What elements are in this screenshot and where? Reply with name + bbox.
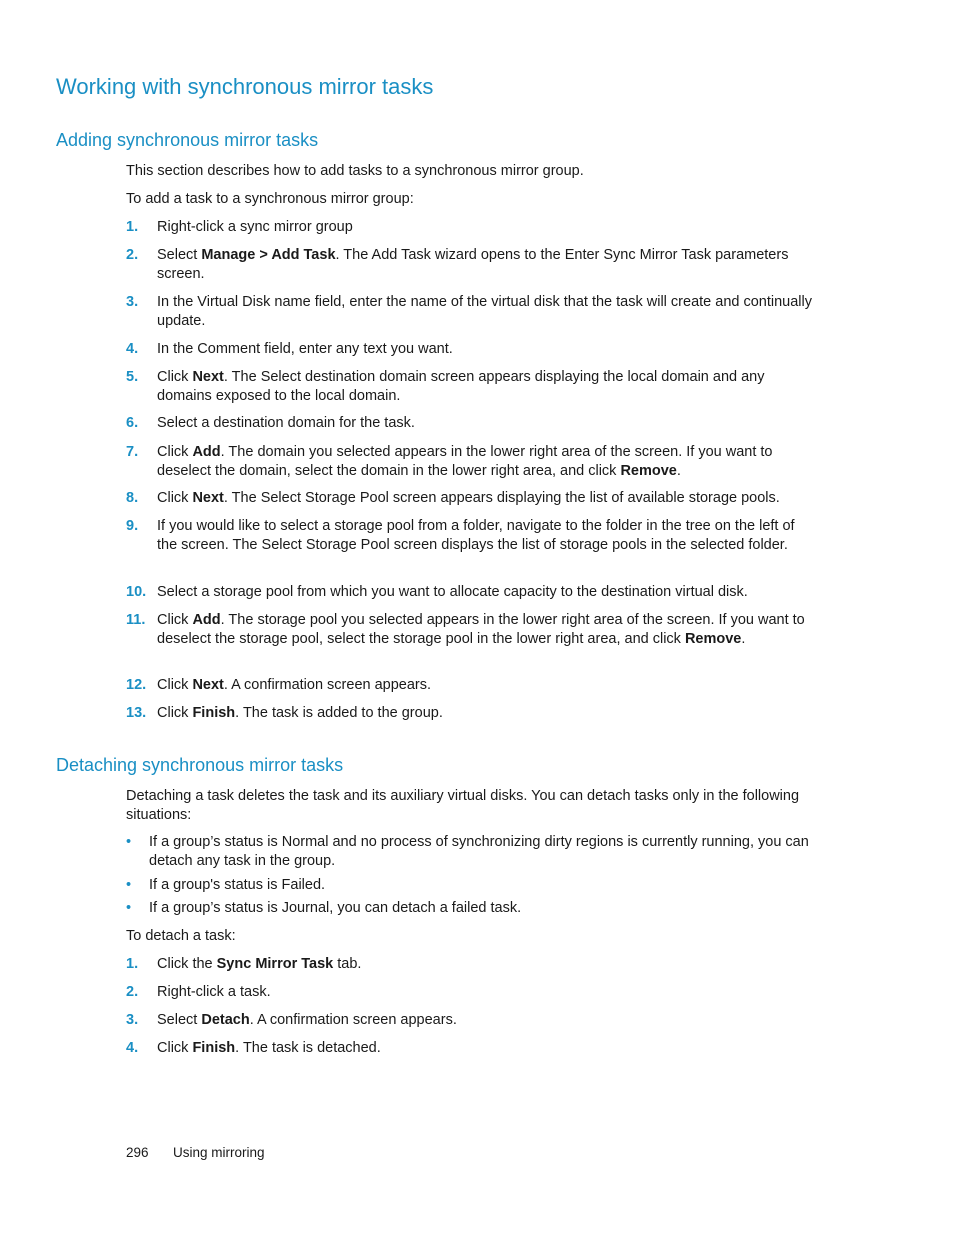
step-number: 6. bbox=[126, 415, 139, 431]
list-item bbox=[126, 246, 816, 283]
ui-term: Sync Mirror Task bbox=[216, 956, 334, 972]
step-number: 5. bbox=[126, 369, 139, 385]
ui-term: Finish bbox=[192, 705, 236, 721]
step-text bbox=[157, 368, 817, 405]
step-text bbox=[157, 1011, 817, 1030]
bullet-text: If a group’s status is Normal and no process of synchronizing dirty regions is currently running, you can detach any task in the group. bbox=[149, 834, 809, 869]
intro-paragraph: This section describes how to add tasks to a synchronous mirror group. bbox=[126, 163, 584, 179]
intro-paragraph: To detach a task: bbox=[126, 928, 236, 944]
step-text-run: tab. bbox=[333, 956, 362, 972]
step-text-run: In the Comment field, enter any text you want. bbox=[157, 341, 453, 357]
step-text-run: Right-click a sync mirror group bbox=[157, 219, 353, 235]
step-text-run: Click bbox=[157, 490, 193, 506]
step-text bbox=[157, 443, 817, 480]
list-item bbox=[126, 676, 816, 695]
list-item bbox=[126, 899, 816, 918]
step-text-run: Click bbox=[157, 677, 193, 693]
step-number: 1. bbox=[126, 219, 139, 235]
step-text-run: . The Add Task wizard opens to the Enter Sync Mirror Task parameters screen. bbox=[157, 247, 789, 282]
step-text bbox=[157, 293, 817, 330]
step-number: 10. bbox=[126, 584, 147, 600]
ui-term: Finish bbox=[192, 1040, 236, 1056]
step-text-run: . The task is added to the group. bbox=[235, 705, 443, 721]
step-text-run: . A confirmation screen appears. bbox=[249, 1012, 457, 1028]
step-text bbox=[157, 611, 817, 648]
step-number: 4. bbox=[126, 1040, 139, 1056]
step-text bbox=[157, 517, 817, 554]
step-text-run: . bbox=[741, 630, 746, 647]
step-text bbox=[157, 704, 817, 723]
step-text-run: . A confirmation screen appears. bbox=[223, 677, 432, 693]
bullet-icon: • bbox=[126, 877, 132, 893]
ui-term: Next bbox=[192, 677, 224, 693]
intro-paragraph: Detaching a task deletes the task and its auxiliary virtual disks. You can detach tasks only in the following situations: bbox=[126, 788, 800, 823]
step-text-run: . The task is detached. bbox=[235, 1040, 381, 1056]
step-text bbox=[157, 583, 817, 602]
list-item bbox=[126, 583, 816, 602]
list-item bbox=[126, 983, 816, 1002]
step-number: 1. bbox=[126, 956, 139, 972]
step-text-run: Select a destination domain for the task. bbox=[157, 415, 415, 431]
step-number: 7. bbox=[126, 444, 139, 460]
step-text-run: Click the bbox=[157, 956, 217, 972]
list-item bbox=[126, 218, 816, 237]
list-item bbox=[126, 293, 816, 330]
step-text-run: Select bbox=[157, 247, 202, 263]
step-number: 2. bbox=[126, 984, 139, 1000]
ui-term: Remove bbox=[620, 462, 677, 479]
ui-term: Manage > Add Task bbox=[201, 247, 336, 263]
list-item bbox=[126, 955, 816, 974]
step-number: 4. bbox=[126, 341, 139, 357]
step-text bbox=[157, 218, 817, 237]
step-text bbox=[157, 955, 817, 974]
step-number: 8. bbox=[126, 490, 139, 506]
ui-term: Detach bbox=[201, 1012, 250, 1028]
section-heading-adding: Adding synchronous mirror tasks bbox=[56, 130, 319, 150]
list-item bbox=[126, 414, 816, 433]
step-number: 12. bbox=[126, 677, 147, 693]
step-text-run: Select bbox=[157, 1012, 202, 1028]
list-item bbox=[126, 1011, 816, 1030]
page-title: Working with synchronous mirror tasks bbox=[56, 74, 434, 99]
step-text-run: Click bbox=[157, 612, 193, 628]
step-text-run: Right-click a task. bbox=[157, 984, 271, 1000]
step-number: 3. bbox=[126, 1012, 139, 1028]
step-text-run: If you would like to select a storage pool from a folder, navigate to the folder in the tree on the left of the screen. The Select Storage Pool screen displays the list of storage pools in the selected folder. bbox=[157, 518, 795, 553]
step-text-run: Click bbox=[157, 444, 193, 460]
step-text-run: Select a storage pool from which you want to allocate capacity to the destination virtual disk. bbox=[157, 584, 748, 600]
ui-term: Remove bbox=[684, 630, 742, 647]
ui-term: Next bbox=[192, 490, 224, 506]
step-text-run: . The storage pool you selected appears in the lower right area of the screen. If you want to deselect the storage pool, select the storage pool in the lower right area, and click bbox=[157, 612, 805, 647]
step-text bbox=[157, 1039, 817, 1058]
step-text bbox=[157, 983, 817, 1002]
step-number: 11. bbox=[126, 612, 146, 628]
list-item bbox=[126, 1039, 816, 1058]
step-number: 9. bbox=[126, 518, 139, 534]
step-text bbox=[157, 489, 817, 508]
step-text bbox=[157, 246, 817, 283]
list-item bbox=[126, 443, 816, 480]
bullet-icon: • bbox=[126, 834, 132, 850]
step-number: 2. bbox=[126, 247, 139, 263]
section-heading-detaching: Detaching synchronous mirror tasks bbox=[56, 755, 344, 775]
list-item bbox=[126, 611, 816, 648]
list-item bbox=[126, 704, 816, 723]
ui-term: Next bbox=[192, 369, 224, 385]
step-number: 13. bbox=[126, 705, 147, 721]
footer-section-title: Using mirroring bbox=[173, 1145, 265, 1160]
step-text bbox=[157, 414, 817, 433]
step-text-run: . The Select Storage Pool screen appears displaying the list of available storage pools. bbox=[223, 490, 780, 506]
ui-term: Add bbox=[192, 612, 221, 628]
step-text-run: Click bbox=[157, 1040, 193, 1056]
list-item bbox=[126, 340, 816, 359]
bullet-text: If a group’s status is Journal, you can detach a failed task. bbox=[149, 900, 522, 916]
page-number: 296 bbox=[126, 1145, 149, 1160]
step-number: 3. bbox=[126, 294, 139, 310]
list-item bbox=[126, 876, 816, 895]
step-text bbox=[157, 676, 817, 695]
bullet-icon: • bbox=[126, 900, 132, 916]
list-item bbox=[126, 517, 816, 554]
ui-term: Add bbox=[192, 444, 221, 460]
step-text-run: . The Select destination domain screen appears displaying the local domain and any domains exposed to the local domain. bbox=[157, 369, 765, 404]
list-item bbox=[126, 833, 816, 870]
step-text-run: . The domain you selected appears in the lower right area of the screen. If you want to deselect the domain, select the domain in the lower right area, and click bbox=[157, 444, 773, 479]
bullet-text: If a group's status is Failed. bbox=[149, 877, 326, 893]
step-text-run: Click bbox=[157, 705, 193, 721]
list-item bbox=[126, 489, 816, 508]
intro-paragraph: To add a task to a synchronous mirror group: bbox=[126, 191, 414, 207]
step-text-run: In the Virtual Disk name field, enter the name of the virtual disk that the task will create and continually update. bbox=[157, 294, 812, 329]
step-text bbox=[157, 340, 817, 359]
step-text-run: Click bbox=[157, 369, 193, 385]
step-text-run: . bbox=[676, 462, 681, 479]
list-item bbox=[126, 368, 816, 405]
